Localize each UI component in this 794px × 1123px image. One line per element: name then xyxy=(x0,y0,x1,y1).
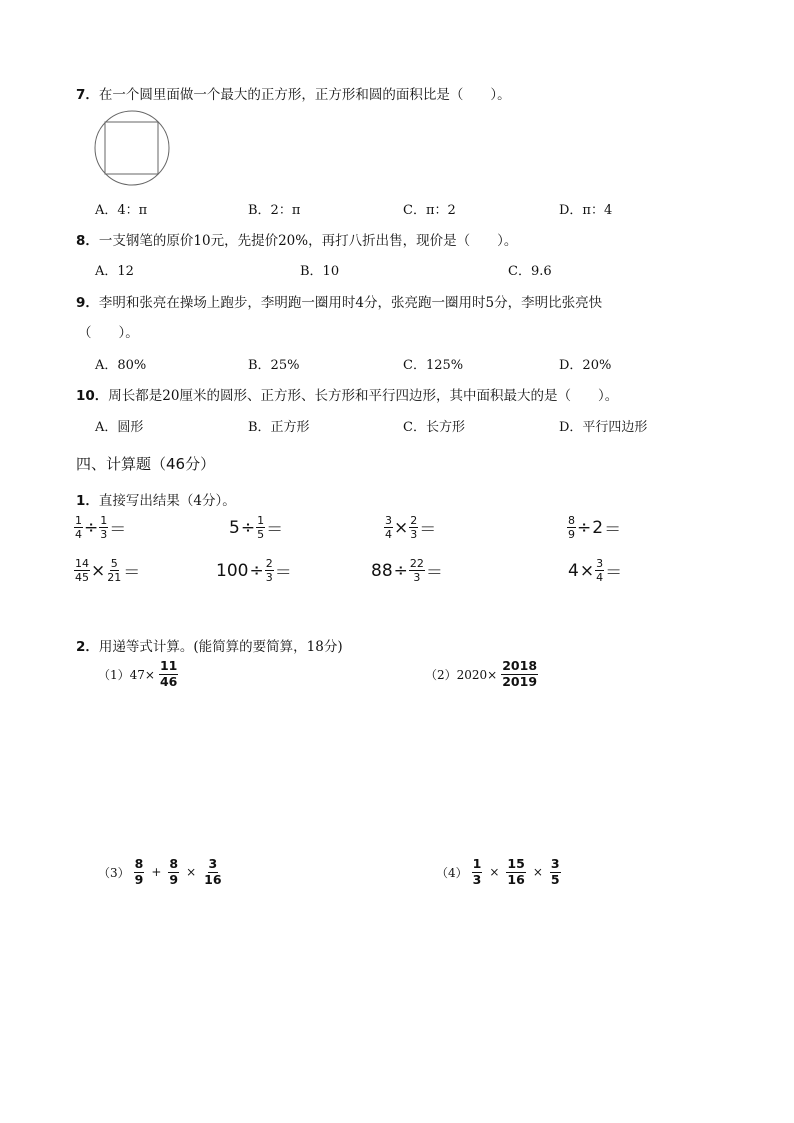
fraction: $\frac{8}{9}$ xyxy=(568,514,575,541)
question-number: 8． xyxy=(76,233,99,249)
expression-1: $\frac{1}{4}$ ÷ $\frac{1}{3}$ ＝ xyxy=(75,514,127,541)
part-2-heading xyxy=(76,635,343,655)
fraction: $\frac{15}{16}$ xyxy=(507,856,525,887)
question-text: 一支钢笔的原价10元，先提价20%，再打八折出售，现价是（ ）。 xyxy=(98,233,518,249)
option-b[interactable]: B．25% xyxy=(248,358,300,373)
fraction: $\frac{3}{5}$ xyxy=(550,856,560,887)
fraction: $\frac{5}{21}$ xyxy=(107,557,122,584)
question-text: 在一个圆里面做一个最大的正方形，正方形和圆的面积比是（ ）。 xyxy=(98,87,511,103)
fraction: $\frac{1}{3}$ xyxy=(100,514,108,541)
question-number: 7． xyxy=(76,87,99,103)
option-a[interactable]: A．圆形 xyxy=(95,420,144,435)
question-number: 1． xyxy=(76,493,99,509)
option-b[interactable]: B．2：π xyxy=(248,203,301,218)
option-b[interactable]: B．10 xyxy=(300,264,340,279)
question-number: 9． xyxy=(76,295,99,311)
expression-4: $\frac{8}{9}$ ÷ 2 ＝ xyxy=(568,514,622,541)
option-c[interactable]: C．9.6 xyxy=(508,264,552,279)
option-c[interactable]: C．π：2 xyxy=(403,203,456,218)
question-9-blank: （ ）。 xyxy=(78,325,139,341)
question-number: 2． xyxy=(76,639,99,655)
fraction: $\frac{8}{9}$ xyxy=(134,856,144,887)
fraction: $\frac{22}{3}$ xyxy=(409,557,424,584)
fraction: $\frac{3}{4}$ xyxy=(596,557,604,584)
question-number: 10． xyxy=(76,388,109,404)
calc-2: （2）2020× $\frac{2018}{2019}$ xyxy=(425,658,538,689)
fraction: $\frac{3}{16}$ xyxy=(204,856,222,887)
fraction: $\frac{2}{3}$ xyxy=(265,557,273,584)
question-text: 李明和张亮在操场上跑步，李明跑一圈用时4分，张亮跑一圈用时5分，李明比张亮快 xyxy=(98,295,603,311)
option-d[interactable]: D．平行四边形 xyxy=(559,420,648,435)
option-d[interactable]: D．20% xyxy=(559,358,612,373)
circle-square-figure xyxy=(93,110,173,190)
fraction: $\frac{3}{4}$ xyxy=(385,514,392,541)
fraction: $\frac{2018}{2019}$ xyxy=(502,658,538,689)
option-b[interactable]: B．正方形 xyxy=(248,420,310,435)
question-8 xyxy=(76,229,517,249)
part-1-heading xyxy=(76,489,236,509)
calc-1: （1）47× $\frac{11}{46}$ xyxy=(98,658,178,689)
fraction: $\frac{2}{3}$ xyxy=(410,514,418,541)
option-c[interactable]: C．125% xyxy=(403,358,464,373)
fraction: $\frac{11}{46}$ xyxy=(159,658,178,689)
calc-3: （3） $\frac{8}{9}$ + $\frac{8}{9}$ × $\frac{3}{16}$ xyxy=(98,856,222,887)
expression-3: $\frac{3}{4}$ × $\frac{2}{3}$ ＝ xyxy=(385,514,437,541)
expression-2: 5 ÷ $\frac{1}{5}$ ＝ xyxy=(229,514,284,541)
expression-6: 100 ÷ $\frac{2}{3}$ ＝ xyxy=(216,557,292,584)
fraction: $\frac{14}{45}$ xyxy=(75,557,89,584)
question-10 xyxy=(76,384,618,404)
expression-5: $\frac{14}{45}$ × $\frac{5}{21}$ ＝ xyxy=(75,557,141,584)
question-text: 直接写出结果（4分）。 xyxy=(98,493,236,509)
fraction: $\frac{1}{5}$ xyxy=(257,514,265,541)
option-c[interactable]: C．长方形 xyxy=(403,420,465,435)
calc-4: （4） $\frac{1}{3}$ × $\frac{15}{16}$ × $\frac{3}{5}$ xyxy=(436,856,560,887)
question-text: 用递等式计算。(能简算的要简算，18分) xyxy=(98,639,343,655)
option-a[interactable]: A．4：π xyxy=(95,203,148,218)
fraction: $\frac{8}{9}$ xyxy=(169,856,179,887)
option-d[interactable]: D．π：4 xyxy=(559,203,613,218)
question-9 xyxy=(76,291,602,311)
expression-8: 4 × $\frac{3}{4}$ ＝ xyxy=(568,557,623,584)
option-a[interactable]: A．80% xyxy=(95,358,147,373)
fraction: $\frac{1}{3}$ xyxy=(472,856,482,887)
fraction: $\frac{1}{4}$ xyxy=(75,514,82,541)
option-a[interactable]: A．12 xyxy=(95,264,134,279)
question-text: 周长都是20厘米的圆形、正方形、长方形和平行四边形，其中面积最大的是（ ）。 xyxy=(108,388,619,404)
expression-7: 88 ÷ $\frac{22}{3}$ ＝ xyxy=(371,557,443,584)
question-7 xyxy=(76,83,511,103)
section-title: 四、计算题（46分） xyxy=(76,455,216,473)
